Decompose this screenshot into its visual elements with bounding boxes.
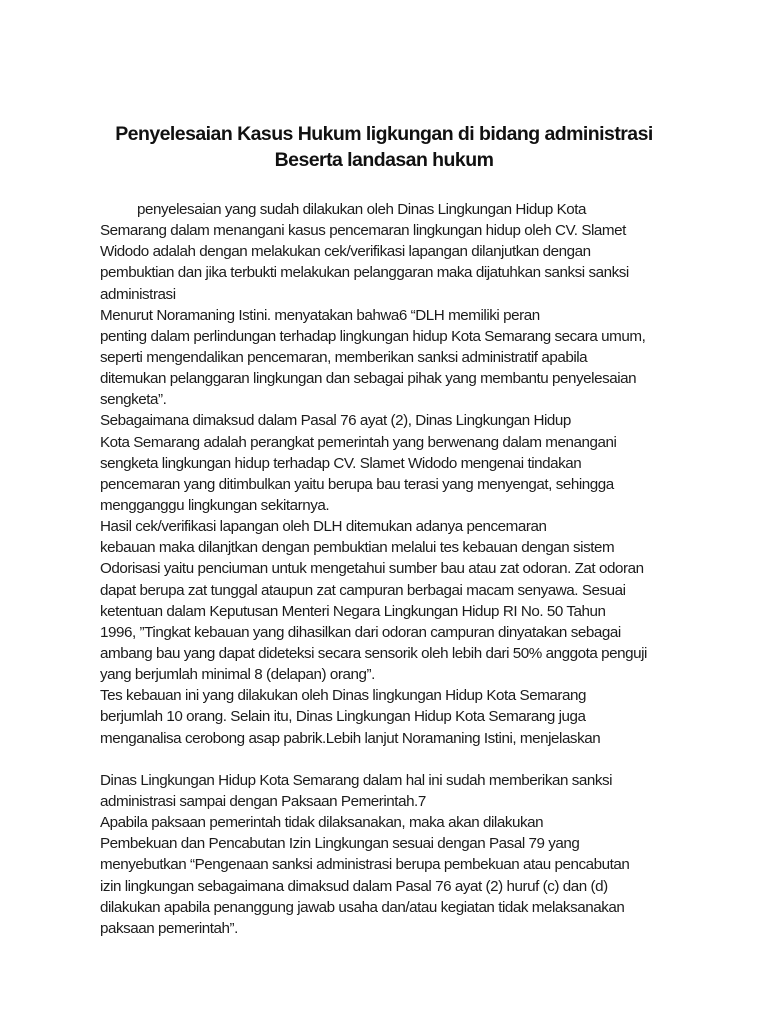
body-line: Tes kebauan ini yang dilakukan oleh Dinas lingkungan Hidup Kota Semarang	[100, 687, 587, 705]
body-line: Semarang dalam menangani kasus pencemaran lingkungan hidup oleh CV. Slamet	[100, 222, 626, 240]
body-line: kebauan maka dilanjtkan dengan pembuktian melalui tes kebauan dengan sistem	[100, 539, 615, 557]
body-line: dapat berupa zat tunggal ataupun zat campuran berbagai macam senyawa. Sesuai	[100, 581, 626, 599]
body-line: Sebagaimana dimaksud dalam Pasal 76 ayat (2), Dinas Lingkungan Hidup	[100, 412, 571, 430]
body-line: ditemukan pelanggaran lingkungan dan sebagai pihak yang membantu penyelesaian	[100, 370, 637, 388]
body-line: penyelesaian yang sudah dilakukan oleh Dinas Lingkungan Hidup Kota	[137, 201, 587, 218]
title-line: Penyelesaian Kasus Hukum ligkungan di bidang administrasi	[115, 123, 653, 145]
body-line: Pembekuan dan Pencabutan Izin Lingkungan sesuai dengan Pasal 79 yang	[100, 835, 580, 853]
document-body	[100, 199, 740, 939]
body-line: administrasi sampai dengan Paksaan Pemerintah.7	[100, 792, 426, 810]
body-line: menyebutkan “Pengenaan sanksi administrasi berupa pembekuan atau pencabutan	[100, 856, 630, 874]
body-line: ambang bau yang dapat dideteksi secara sensorik oleh lebih dari 50% anggota penguji	[100, 644, 647, 662]
body-line: ketentuan dalam Keputusan Menteri Negara Lingkungan Hidup RI No. 50 Tahun	[100, 602, 606, 620]
body-line: izin lingkungan sebagaimana dimaksud dalam Pasal 76 ayat (2) huruf (c) dan (d)	[100, 877, 608, 895]
body-line: Menurut Noramaning Istini. menyatakan bahwa6 “DLH memiliki peran	[100, 306, 540, 324]
title-line: Beserta landasan hukum	[274, 149, 494, 171]
document-title	[100, 121, 668, 173]
body-line: Odorisasi yaitu penciuman untuk mengetahui sumber bau atau zat odoran. Zat odoran	[100, 560, 644, 578]
body-line: yang berjumlah minimal 8 (delapan) orang”.	[100, 666, 375, 684]
blank-line	[100, 749, 740, 770]
body-line: sengketa”.	[100, 391, 167, 409]
body-line: administrasi	[100, 285, 176, 303]
body-line: dilakukan apabila penanggung jawab usaha dan/atau kegiatan tidak melaksanakan	[100, 898, 625, 916]
body-line: Kota Semarang adalah perangkat pemerintah yang berwenang dalam menangani	[100, 433, 617, 451]
body-line: Apabila paksaan pemerintah tidak dilaksanakan, maka akan dilakukan	[100, 814, 544, 832]
body-line: 1996, ”Tingkat kebauan yang dihasilkan dari odoran campuran dinyatakan sebagai	[100, 623, 621, 641]
body-line: sengketa lingkungan hidup terhadap CV. Slamet Widodo mengenai tindakan	[100, 454, 582, 472]
body-line: pembuktian dan jika terbukti melakukan pelanggaran maka dijatuhkan sanksi sanksi	[100, 264, 629, 282]
body-line: Widodo adalah dengan melakukan cek/verifikasi lapangan dilanjutkan dengan	[100, 243, 591, 261]
body-line: Dinas Lingkungan Hidup Kota Semarang dalam hal ini sudah memberikan sanksi	[100, 771, 613, 789]
body-line: seperti mengendalikan pencemaran, memberikan sanksi administratif apabila	[100, 348, 588, 366]
body-line: menganalisa cerobong asap pabrik.Lebih lanjut Noramaning Istini, menjelaskan	[100, 729, 601, 747]
body-line: paksaan pemerintah”.	[100, 919, 238, 937]
body-line: pencemaran yang ditimbulkan yaitu berupa bau terasi yang menyengat, sehingga	[100, 475, 614, 493]
body-line: Hasil cek/verifikasi lapangan oleh DLH ditemukan adanya pencemaran	[100, 518, 547, 536]
body-line: berjumlah 10 orang. Selain itu, Dinas Lingkungan Hidup Kota Semarang juga	[100, 708, 586, 726]
body-line: mengganggu lingkungan sekitarnya.	[100, 496, 330, 514]
body-line: penting dalam perlindungan terhadap lingkungan hidup Kota Semarang secara umum,	[100, 327, 646, 345]
